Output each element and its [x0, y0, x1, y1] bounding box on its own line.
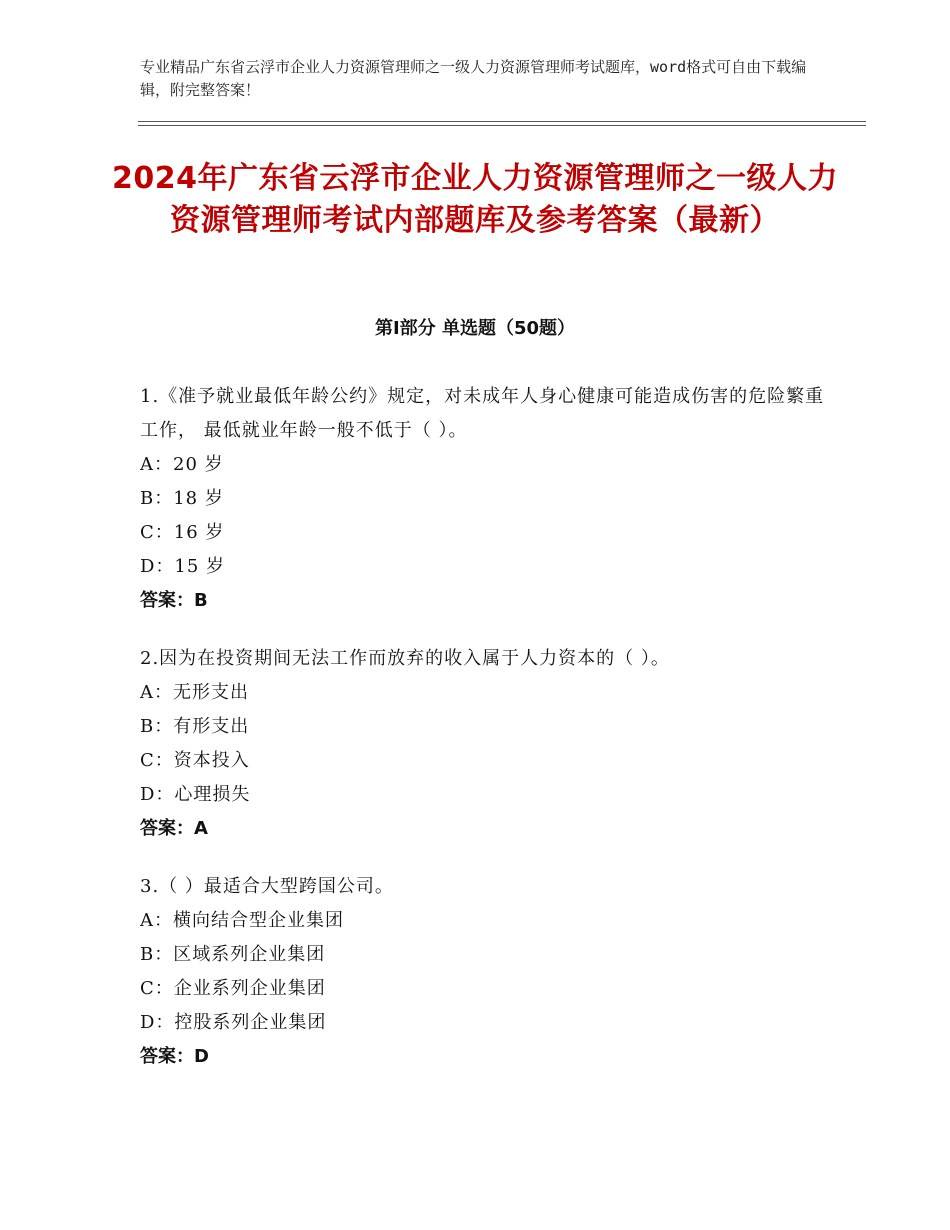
question-stem: 1.《准予就业最低年龄公约》规定，对未成年人身心健康可能造成伤害的危险繁重工作， 最低就业年龄一般不低于（ ）。 — [140, 386, 825, 441]
option-b: B：18 岁 — [140, 488, 224, 509]
question-list — [140, 380, 830, 1098]
question-stem: 3.（ ）最适合大型跨国公司。 — [140, 876, 394, 897]
document-title: 2024年广东省云浮市企业人力资源管理师之一级人力资源管理师考试内部题库及参考答案（最新） — [112, 161, 838, 238]
header-note: 专业精品广东省云浮市企业人力资源管理师之一级人力资源管理师考试题库，word格式可自由下载编辑，附完整答案！ — [140, 58, 807, 99]
section-title: 第Ⅰ部分 单选题（50题） — [374, 318, 575, 339]
answer-label: 答案：B — [140, 590, 208, 611]
option-a: A：20 岁 — [140, 454, 224, 475]
option-d: D：15 岁 — [140, 556, 226, 577]
option-b: B：区域系列企业集团 — [140, 944, 326, 965]
option-a: A：横向结合型企业集团 — [140, 910, 344, 931]
question-1 — [140, 380, 830, 618]
option-c: C：企业系列企业集团 — [140, 978, 326, 999]
option-c: C：16 岁 — [140, 522, 225, 543]
option-c: C：资本投入 — [140, 750, 250, 771]
option-d: D：控股系列企业集团 — [140, 1012, 327, 1033]
option-a: A：无形支出 — [140, 682, 249, 703]
question-3 — [140, 870, 830, 1074]
header-divider — [138, 121, 866, 126]
option-d: D：心理损失 — [140, 784, 251, 805]
option-b: B：有形支出 — [140, 716, 250, 737]
answer-label: 答案：A — [140, 818, 208, 839]
question-2 — [140, 642, 830, 846]
question-stem: 2.因为在投资期间无法工作而放弃的收入属于人力资本的（ ）。 — [140, 648, 670, 669]
answer-label: 答案：D — [140, 1046, 209, 1067]
